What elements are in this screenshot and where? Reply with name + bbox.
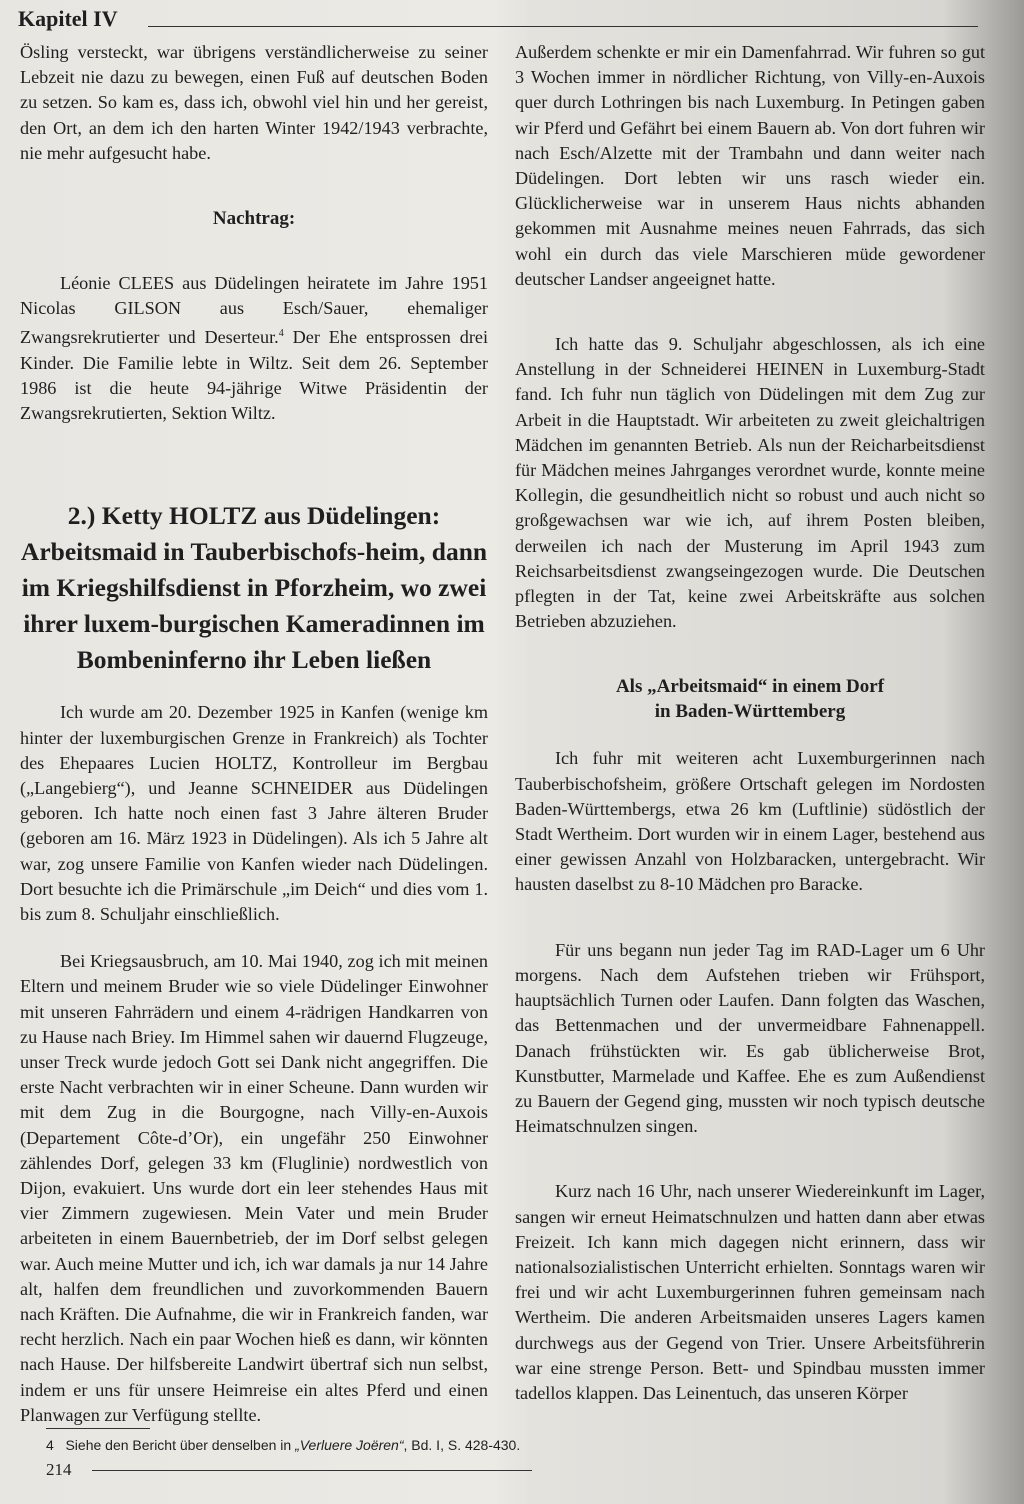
intro-paragraph: Ösling versteckt, war übrigens verständlicherweise zu seiner Lebzeit nie dazu zu bewegen, einen Fuß auf deutschen Boden zu setzen. So kam es, dass ich, obwohl viel hin und her gereist, den Ort, an dem ich den harten Winter 1942/1943 verbrachte, nie mehr aufgesucht habe. <box>20 42 488 163</box>
story-paragraph-2: Bei Kriegsausbruch, am 10. Mai 1940, zog ich mit meinen Eltern und meinem Bruder wie so viele Düdelinger Einwohner mit unseren Fahrrädern und einem 4-rädrigen Handkarren von zu Hause nach Briey. Im Himmel sahen wir dauernd Flugzeuge, unser Treck wurde jedoch Gott sei Dank nicht angegriffen. Die erste Nacht verbrachten wir in einer Scheune. Dann wurden wir mit dem Zug in die Bourgogne, nach Villy-en-Auxois (Departement Côte-d’Or), ein ungefähr 250 Einwohner zählendes Dorf, gelegen 33 km (Fluglinie) nordwestlich von Dijon, evakuiert. Uns wurde dort ein leer stehendes Haus mit vier Zimmern zugewiesen. Mein Vater und mein Bruder arbeiteten in einem Bauernbetrieb, der im Dorf selbst gelegen war. Auch meine Mutter und ich, ich war damals ja nur 14 Jahre alt, halfen dem freundlichen und zuvorkommenden Bauern nach Kräften. Die Aufnahme, die wir in Frankreich fanden, war recht herzlich. Nach ein paar Wochen hieß es dann, wir könnten nach Hause. Der hilfsbereite Landwirt übertraf sich nun selbst, indem er uns für unsere Heimreise ein altes Pferd und einen Planwagen zur Verfügung stellte. <box>20 951 488 1425</box>
nachtrag-text-b: Der Ehe entsprossen drei Kinder. Die Familie lebte in Wiltz. Seit dem 26. September 1986 ist die heute 94-jährige Witwe Präsidentin der Zwangsrekrutierten, Sektion Wiltz. <box>20 327 488 424</box>
bottom-rule <box>92 1470 532 1471</box>
footnote-text-b: , Bd. I, S. 428-430. <box>403 1437 521 1453</box>
right-paragraph-4: Für uns begann nun jeder Tag im RAD-Lager um 6 Uhr morgens. Nach dem Aufstehen trieben wir Frühsport, hauptsächlich Turnen oder Laufen. Dann folgten das Waschen, das Bettenmachen und der unvermeidbare Fahnenappell. Danach frühstückten wir. Es gab üblicherweise Brot, Kunstbutter, Marmelade und Kaffee. Ehe es zum Außendienst zu Bauern der Gegend ging, mussten wir noch typisch deutsche Heimatschnulzen singen. <box>515 939 985 1137</box>
right-paragraph-3: Ich fuhr mit weiteren acht Luxemburgerinnen nach Tauberbischofsheim, größere Ortschaft gelegen im Nordosten Baden-Württembergs, etwa 26 km (Luftlinie) südöstlich der Stadt Wertheim. Dort wurden wir in einem Lager, bestehend aus einer gewissen Anzahl von Holzbaracken, untergebracht. Wir hausten daselbst zu 8-10 Mädchen pro Baracke. <box>515 748 985 895</box>
footnote-title: „Verluere Joëren“ <box>295 1437 404 1453</box>
section-title: 2.) Ketty HOLTZ aus Düdelingen: Arbeitsmaid in Tauberbischofs-heim, dann im Kriegshilfsdienst in Pforzheim, wo zwei ihrer luxem-burgischen Kameradinnen im Bombeninferno ihr Leben ließen <box>20 501 488 675</box>
right-paragraph-2: Ich hatte das 9. Schuljahr abgeschlossen, als ich eine Anstellung in der Schneiderei HEINEN in Luxemburg-Stadt fand. Ich fuhr nun täglich von Düdelingen mit dem Zug zur Arbeit in die Hauptstadt. Wir arbeiteten zu zweit gleichaltrigen Mädchen im genannten Betrieb. Als nun der Reicharbeitsdienst für Mädchen meines Jahrganges verordnet wurde, konnte meine Kollegin, die gesundheitlich nicht so robust und auch nicht so großgewachsen war wie ich, auf ihrem Posten bleiben, derweilen ich nach der Musterung im April 1943 zum Reichsarbeitsdienst zwangseingezogen wurde. Die Deutschen pflegten in der Tat, keine zwei Arbeitskräfte aus solchen Betrieben abzuziehen. <box>515 334 985 632</box>
subheading-line-2: in Baden-Württemberg <box>654 701 846 723</box>
right-column <box>515 40 985 1406</box>
footnote-ref: 4 <box>278 328 284 340</box>
page-number: 214 <box>46 1460 72 1479</box>
subheading-line-1: Als „Arbeitsmaid“ in einem Dorf <box>615 676 885 698</box>
footnote-rule <box>46 1428 150 1429</box>
left-column <box>20 40 488 1428</box>
footnote <box>46 1436 606 1454</box>
footnote-text-a: Siehe den Bericht über denselben in <box>65 1437 296 1453</box>
header-rule <box>148 26 978 27</box>
right-paragraph-1: Außerdem schenkte er mir ein Damenfahrrad. Wir fuhren so gut 3 Wochen immer in nördlicher Richtung, von Villy-en-Auxois quer durch Lothringen bis nach Luxemburg. In Petingen gaben wir Pferd und Gefährt bei einem Bauern ab. Von dort fuhren wir nach Esch/Alzette mit der Trambahn und dann weiter nach Düdelingen. Dort lebten wir uns rasch wieder ein. Glücklicherweise war in unserem Haus nichts abhanden gekommen mit Ausnahme meines neuen Fahrrads, das sich wohl ein durch das viele Marschieren müde gewordener deutscher Landser angeeignet hatte. <box>515 42 985 289</box>
chapter-heading: Kapitel IV <box>18 6 118 31</box>
page-header <box>18 6 978 36</box>
nachtrag-text-a: Léonie CLEES aus Düdelingen heiratete im Jahre 1951 Nicolas GILSON aus Esch/Sauer, ehemaliger Zwangsrekrutierter und Deserteur. <box>20 273 488 348</box>
footnote-number: 4 <box>46 1437 54 1453</box>
story-paragraph-1: Ich wurde am 20. Dezember 1925 in Kanfen (wenige km hinter der luxemburgischen Grenze in Frankreich) als Tochter des Ehepaares Lucien HOLTZ, Kontrolleur im Bergbau („Langebierg“), und Jeanne SCHNEIDER aus Düdelingen geboren. Ich hatte noch einen fast 3 Jahre älteren Bruder (geboren am 16. März 1923 in Düdelingen). Als ich 5 Jahre alt war, zog unsere Familie von Kanfen wieder nach Düdelingen. Dort besuchte ich die Primärschule „im Deich“ und dies vom 1. bis zum 8. Schuljahr einschließlich. <box>20 702 488 924</box>
nachtrag-paragraph <box>20 271 488 426</box>
nachtrag-heading: Nachtrag: <box>212 208 296 230</box>
right-paragraph-5: Kurz nach 16 Uhr, nach unserer Wiedereinkunft im Lager, sangen wir erneut Heimatschnulzen und hatten dann aber etwas Freizeit. Ich kann mich dagegen nicht erinnern, dass wir nationalsozialistischen Unterricht erhielten. Sonntags waren wir frei und wir acht Luxemburgerinnen fuhren gemeinsam nach Wertheim. Die anderen Arbeitsmaiden unseres Lagers kamen durchwegs aus der Gegend von Trier. Unsere Arbeitsführerin war eine strenge Person. Bett- und Spindbau mussten immer tadellos klappen. Das Leinentuch, das unseren Körper <box>515 1181 985 1403</box>
